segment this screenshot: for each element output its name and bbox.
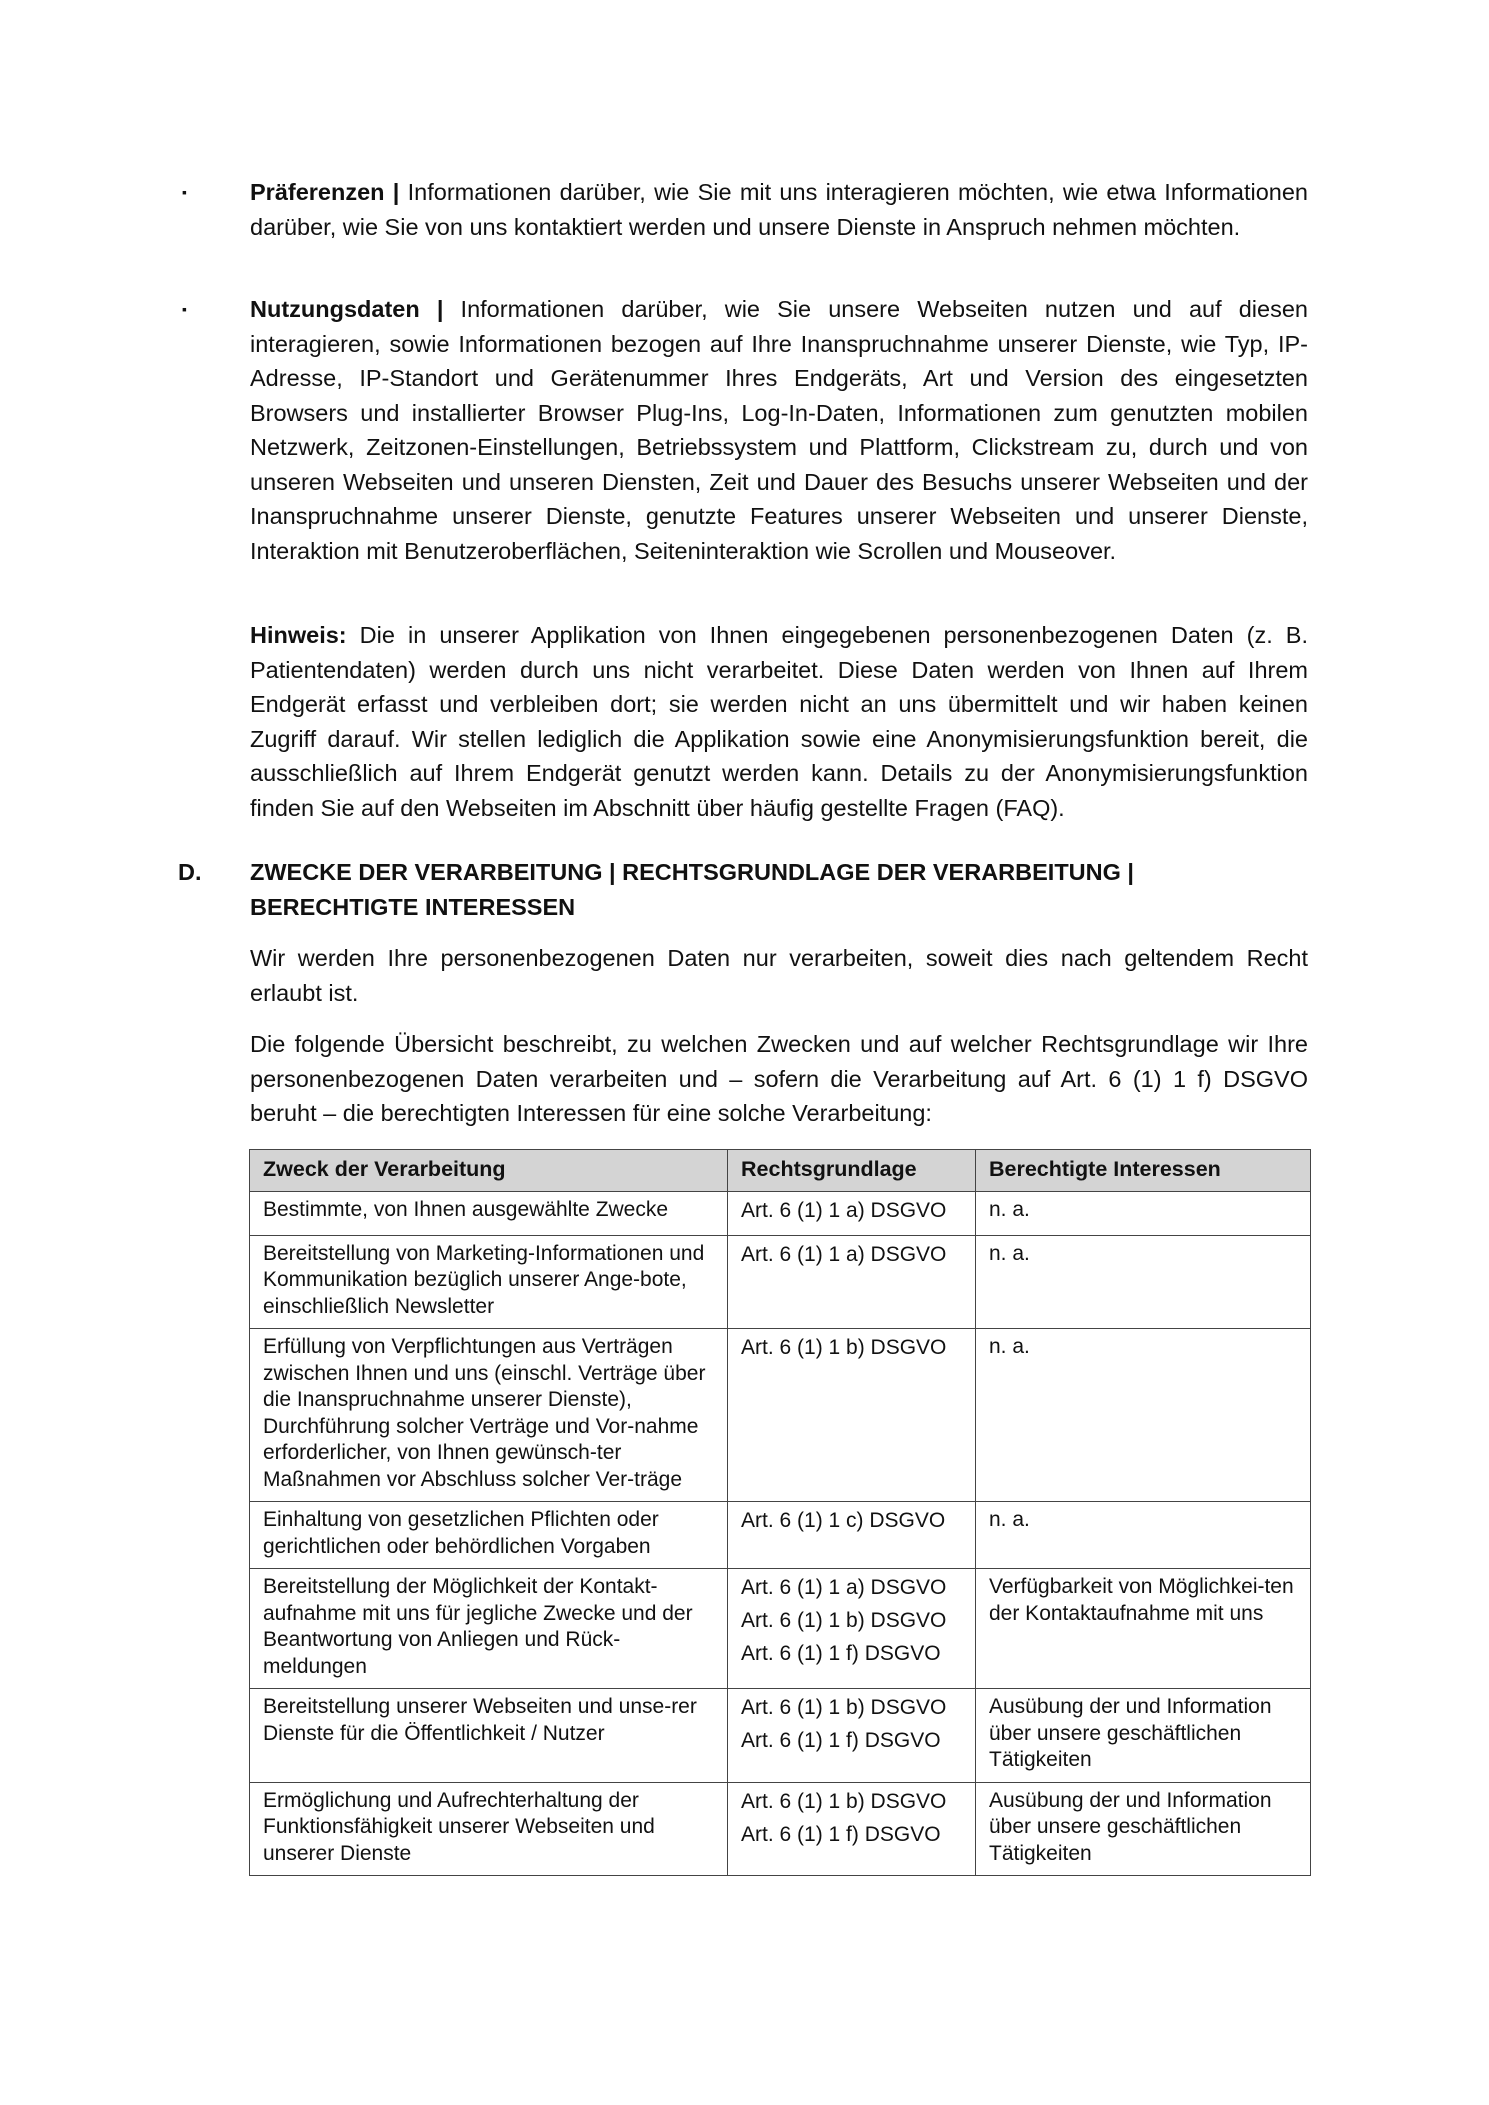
- purpose-text: Bereitstellung von Marketing-Informationen und Kommunikation bezüglich unserer Ange-bote, einschließlich Newsletter: [263, 1241, 705, 1318]
- legal-basis-line: Art. 6 (1) 1 a) DSGVO: [741, 1198, 947, 1222]
- cell-legal-basis: [728, 1782, 976, 1876]
- purpose-text: Bestimmte, von Ihnen ausgewählte Zwecke: [263, 1197, 669, 1221]
- table-row: [250, 1191, 1311, 1235]
- intro-paragraph-2: Die folgende Übersicht beschreibt, zu welchen Zwecken und auf welcher Rechtsgrundlage wir Ihre personenbezogenen Daten verarbeiten und – sofern die Verarbeitung auf Art. 6 (1) 1 f) DSGVO beruht – die berechtigten Interessen für eine solche Verarbeitung:: [250, 1031, 1308, 1126]
- cell-legitimate-interests: [976, 1689, 1311, 1783]
- cell-legal-basis: [728, 1191, 976, 1235]
- cell-legitimate-interests: [976, 1191, 1311, 1235]
- cell-purpose: [250, 1569, 728, 1689]
- cell-purpose: [250, 1782, 728, 1876]
- legal-basis-line: Art. 6 (1) 1 c) DSGVO: [741, 1509, 946, 1532]
- cell-legal-basis: [728, 1569, 976, 1689]
- cell-legal-basis: [728, 1329, 976, 1502]
- cell-legitimate-interests: [976, 1782, 1311, 1876]
- interests-text: n. a.: [989, 1197, 1030, 1221]
- note-paragraph: [250, 618, 1308, 825]
- cell-legal-basis: [728, 1502, 976, 1569]
- legal-basis-line: Art. 6 (1) 1 b) DSGVO: [741, 1696, 947, 1719]
- table-row: [250, 1502, 1311, 1569]
- table-header-row: [250, 1150, 1311, 1192]
- interests-text: n. a.: [989, 1241, 1030, 1265]
- purpose-text: Bereitstellung der Möglichkeit der Kontakt-aufnahme mit uns für jegliche Zwecke und der Beantwortung von Anliegen und Rück-meldungen: [263, 1575, 693, 1678]
- intro-paragraph-1: Wir werden Ihre personenbezogenen Daten nur verarbeiten, soweit dies nach geltendem Recht erlaubt ist.: [250, 945, 1308, 1006]
- cell-purpose: [250, 1502, 728, 1569]
- cell-legal-basis: [728, 1235, 976, 1329]
- note-label: Hinweis:: [250, 622, 347, 648]
- legal-basis-line: Art. 6 (1) 1 a) DSGVO: [741, 1576, 947, 1599]
- legal-basis-line: Art. 6 (1) 1 b) DSGVO: [741, 1336, 947, 1359]
- interests-text: Ausübung der und Information über unsere geschäftlichen Tätigkeiten: [989, 1788, 1272, 1865]
- legal-basis-line: Art. 6 (1) 1 b) DSGVO: [741, 1789, 947, 1813]
- legal-basis-line: Art. 6 (1) 1 f) DSGVO: [741, 1729, 941, 1752]
- header-legal-basis: Rechtsgrundlage: [728, 1150, 976, 1192]
- interests-text: Verfügbarkeit von Möglichkei-ten der Kontaktaufnahme mit uns: [989, 1575, 1294, 1625]
- section-heading: [250, 855, 1250, 924]
- table-body: [250, 1191, 1311, 1876]
- note-text: Die in unserer Applikation von Ihnen eingegebenen personenbezogenen Daten (z. B. Patientendaten) werden durch uns nicht verarbeitet. Diese Daten werden von Ihnen auf Ihrem Endgerät erfasst und verbleiben dort; sie werden nicht an uns übermittelt und wir haben keinen Zugriff darauf. Wir stellen lediglich die Applikation sowie eine Anonymisierungsfunktion bereit, die ausschließlich auf Ihrem Endgerät genutzt werden kann. Details zu der Anonymisierungsfunktion finden Sie auf den Webseiten im Abschnitt über häufig gestellte Fragen (FAQ).: [250, 622, 1308, 821]
- cell-purpose: [250, 1235, 728, 1329]
- cell-legitimate-interests: [976, 1329, 1311, 1502]
- table-row: [250, 1569, 1311, 1689]
- bullet-item-preferences: [182, 175, 1308, 244]
- interests-text: n. a.: [989, 1508, 1030, 1531]
- bullet-term: Präferenzen |: [250, 179, 400, 205]
- cell-legitimate-interests: [976, 1235, 1311, 1329]
- bullet-text: Informationen darüber, wie Sie unsere Webseiten nutzen und auf diesen interagieren, sowie Informationen bezogen auf Ihre Inanspruchnahme unserer Dienste, wie Typ, IP-Adresse, IP-Standort und Gerätenummer Ihres Endgeräts, Art und Version des eingesetzten Browsers und installierter Browser Plug-Ins, Log-In-Daten, Informationen zum genutzten mobilen Netzwerk, Zeitzonen-Einstellungen, Betriebssystem und Plattform, Clickstream zu, durch und von unseren Webseiten und unseren Diensten, Zeit und Dauer des Besuchs unserer Webseiten und der Inanspruchnahme unserer Dienste, genutzte Features unserer Webseiten und unserer Dienste, Interaktion mit Benutzeroberflächen, Seiteninteraktion wie Scrollen und Mouseover.: [250, 296, 1308, 564]
- header-purpose: Zweck der Verarbeitung: [250, 1150, 728, 1192]
- bullet-item-usage-data: [182, 292, 1308, 568]
- legal-basis-line: Art. 6 (1) 1 f) DSGVO: [741, 1822, 941, 1846]
- table-row: [250, 1329, 1311, 1502]
- legal-basis-line: Art. 6 (1) 1 f) DSGVO: [741, 1642, 941, 1665]
- legal-basis-line: Art. 6 (1) 1 b) DSGVO: [741, 1609, 947, 1632]
- section-heading-line-2: BERECHTIGTE INTERESSEN: [250, 893, 576, 920]
- cell-legal-basis: [728, 1689, 976, 1783]
- purpose-text: Bereitstellung unserer Webseiten und unse-rer Dienste für die Öffentlichkeit / Nutzer: [263, 1695, 697, 1745]
- header-legitimate-interests: Berechtigte Interessen: [976, 1150, 1311, 1192]
- cell-purpose: [250, 1329, 728, 1502]
- bullet-square-icon: ▪: [182, 184, 187, 200]
- interests-text: n. a.: [989, 1335, 1030, 1358]
- table-row: [250, 1235, 1311, 1329]
- purpose-text: Einhaltung von gesetzlichen Pflichten oder gerichtlichen oder behördlichen Vorgaben: [263, 1508, 659, 1558]
- bullet-square-icon: ▪: [182, 301, 187, 317]
- bullet-text: Informationen darüber, wie Sie mit uns interagieren möchten, wie etwa Informationen darüber, wie Sie von uns kontaktiert werden und unsere Dienste in Anspruch nehmen möchten.: [250, 179, 1308, 240]
- section-heading-line-1: ZWECKE DER VERARBEITUNG | RECHTSGRUNDLAGE DER VERARBEITUNG |: [250, 859, 1134, 885]
- section-number: D.: [178, 859, 202, 885]
- purposes-table: [249, 1149, 1311, 1876]
- legal-basis-line: Art. 6 (1) 1 a) DSGVO: [741, 1242, 947, 1266]
- cell-legitimate-interests: [976, 1502, 1311, 1569]
- interests-text: Ausübung der und Information über unsere geschäftlichen Tätigkeiten: [989, 1695, 1272, 1771]
- purpose-text: Ermöglichung und Aufrechterhaltung der Funktionsfähigkeit unserer Webseiten und unserer Dienste: [263, 1788, 655, 1865]
- cell-legitimate-interests: [976, 1569, 1311, 1689]
- table-row: [250, 1689, 1311, 1783]
- table-row: [250, 1782, 1311, 1876]
- purpose-text: Erfüllung von Verpflichtungen aus Verträgen zwischen Ihnen und uns (einschl. Verträge über die Inanspruchnahme unserer Dienste), Durchführung solcher Verträge und Vor-nahme erforderlicher, von Ihnen gewünsch-ter Maßnahmen vor Abschluss solcher Ver-träge: [263, 1335, 706, 1491]
- bullet-term: Nutzungsdaten |: [250, 296, 444, 322]
- cell-purpose: [250, 1689, 728, 1783]
- cell-purpose: [250, 1191, 728, 1235]
